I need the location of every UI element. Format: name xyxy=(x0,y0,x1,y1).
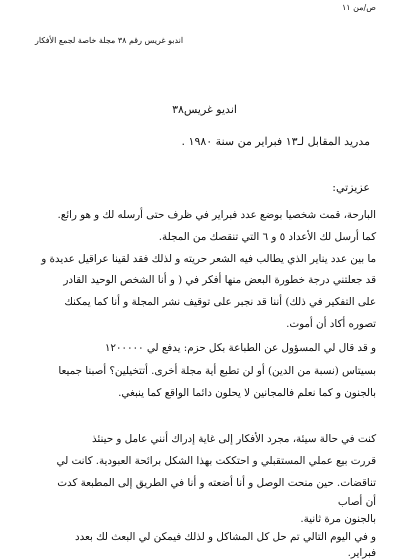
document-title: انديو غريس٣٨ xyxy=(172,103,237,116)
body-line: تصوره أكاد أن أموت. xyxy=(286,318,376,330)
body-line: البارحة، قمت شخصيا بوضع عدد فبراير في ظرف حتى أرسله لك و هو رائع. xyxy=(57,209,376,221)
body-line: كنت في حالة سيئة، مجرد الأفكار إلى غاية إدراك أنني عامل و حينئذ xyxy=(92,433,376,445)
body-line: أن أصاب xyxy=(337,496,376,508)
body-line: قررت بيع عملي المستقبلي و احتككت بهذا الشكل برائحة العبودية. كانت لي xyxy=(56,455,376,467)
body-line: على التفكير في ذلك) أننا قد نجبر على توقيف نشر المجلة و أنا كما يمكنك xyxy=(64,296,376,308)
body-line: قد جعلتني درجة خطورة البعض منها أفكر في ( و أنا الشخص الوحيد القادر xyxy=(63,274,376,286)
body-line: فبراير. xyxy=(347,547,376,559)
date-line: مدريد المقابل لـ١٣ فبراير من سنة ١٩٨٠ . xyxy=(181,135,370,148)
body-line: ما بين عدد يناير الذي يطالب فيه الشعر حريته و لذلك فقد لقينا عراقيل عديدة و xyxy=(41,253,376,265)
body-line: كما أرسل لك الأعداد ٥ و ٦ التي تنقصك من المجلة. xyxy=(158,231,376,243)
body-line: و في اليوم التالي تم حل كل المشاكل و لذلك فيمكن لي البعث لك بعدد xyxy=(75,531,376,543)
body-line: بسيتاس (نسبة من الدين) أو لن تطبع أية مجلة أخرى. أتتخيلين؟ أصبنا جميعا xyxy=(58,365,376,377)
body-line: بالجنون مرة ثانية. xyxy=(300,513,376,525)
page-number: ص/‏من ١١ xyxy=(342,3,376,12)
running-header: اندبو غريس رقم ٣٨ مجلة خاصة لجمع الأفكار xyxy=(35,36,184,45)
body-line: تناقضات. حين منحت الوصل و أنا أضعته و أنا في الطريق إلى المطبعة كدت xyxy=(57,477,376,489)
greeting: عزيزتي: xyxy=(332,181,370,194)
body-line: و قد قال لي المسؤول عن الطباعة بكل حزم: يدفع لي ١٢٠٠٠٠٠ xyxy=(104,342,376,354)
body-line: بالجنون و كما نعلم فالمجانين لا يحلون دائما الواقع كما ينبغي. xyxy=(118,387,376,399)
